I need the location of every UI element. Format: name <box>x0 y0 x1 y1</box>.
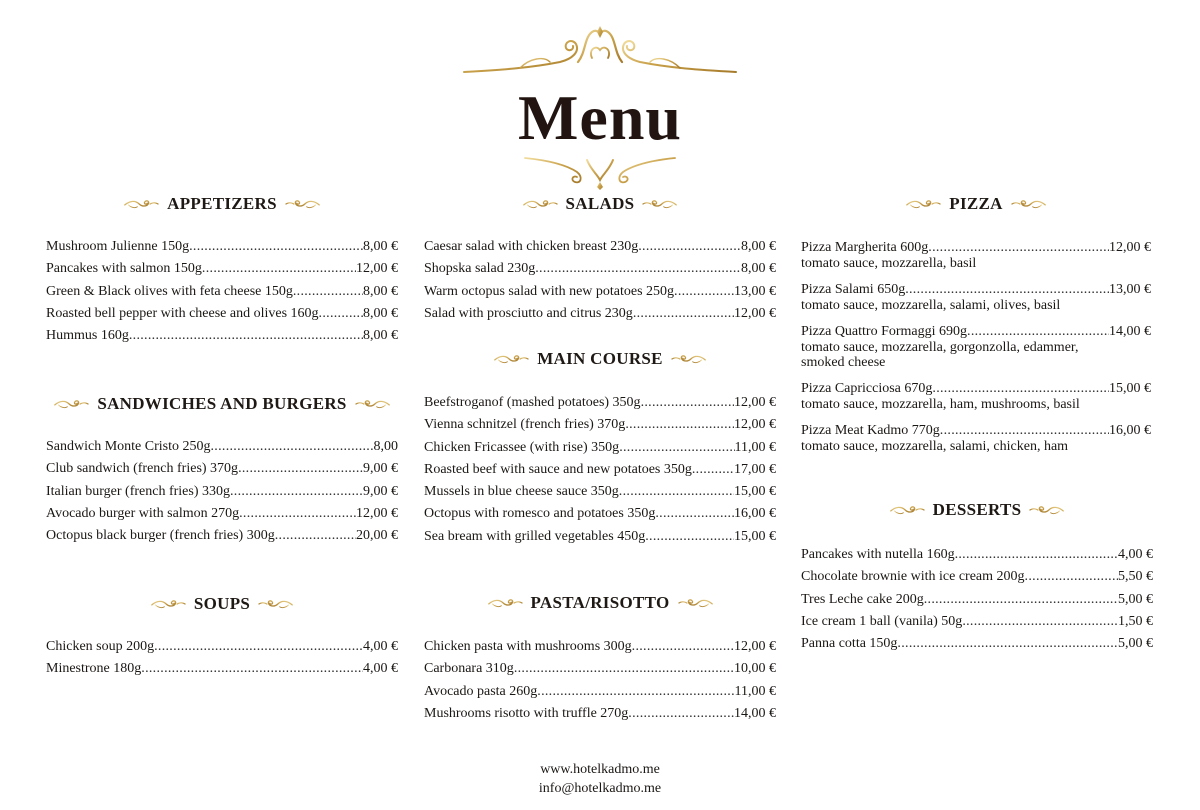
dot-leader <box>293 281 363 303</box>
item-price: 12,00 € <box>734 395 776 410</box>
item-name: Caesar salad with chicken breast 230g <box>424 239 639 254</box>
dot-leader <box>141 658 363 680</box>
item-name: Mushroom Julienne 150g <box>46 239 190 254</box>
item-name: Beefstroganof (mashed potatoes) 350g <box>424 395 641 410</box>
section-header <box>801 192 1151 216</box>
item-price: 16,00 € <box>1109 423 1151 438</box>
website-link[interactable]: www.hotelkadmo.me <box>540 762 660 777</box>
list-item <box>801 611 1153 633</box>
swirl-right-icon <box>285 196 321 212</box>
item-price: 12,00 € <box>734 417 776 433</box>
item-name: Italian burger (french fries) 330g <box>46 483 230 499</box>
item-description: tomato sauce, mozzarella, gorgonzolla, edammer, smoked cheese <box>801 340 1079 370</box>
item-price: 4,00 € <box>363 639 398 654</box>
item-price: 8,00 € <box>741 239 776 254</box>
dot-leader <box>628 703 734 725</box>
item-name: Sea bream with grilled vegetables 450g <box>424 528 646 544</box>
dot-leader <box>238 458 363 480</box>
list-item <box>46 325 398 347</box>
item-name: Pancakes with salmon 150g <box>46 261 202 277</box>
dot-leader <box>535 258 741 280</box>
dot-leader <box>932 381 1109 397</box>
section-header <box>424 192 776 216</box>
list-item <box>424 503 776 525</box>
section-soups <box>46 592 398 681</box>
item-name: Carbonara 310g <box>424 661 514 677</box>
list-item <box>801 544 1153 566</box>
section-title: PIZZA <box>949 194 1003 213</box>
item-name: Roasted bell pepper with cheese and olives 160g <box>46 305 319 321</box>
item-price: 12,00 € <box>356 261 398 277</box>
list-item <box>46 436 398 458</box>
item-price: 12,00 € <box>1109 240 1151 255</box>
item-name: Pizza Salami 650g <box>801 282 906 297</box>
item-name: Vienna schnitzel (french fries) 370g <box>424 417 626 433</box>
list-item <box>801 381 1151 412</box>
section-title: SANDWICHES AND BURGERS <box>97 394 347 413</box>
list-item <box>424 303 776 325</box>
swirl-left-icon <box>150 596 186 612</box>
dot-leader <box>537 681 734 703</box>
list-item <box>801 566 1153 588</box>
item-name: Sandwich Monte Cristo 250g <box>46 439 211 454</box>
list-item <box>424 636 776 658</box>
dot-leader <box>239 503 356 525</box>
footer-contact <box>0 760 1200 798</box>
item-price: 11,00 € <box>734 439 776 455</box>
section-title: DESSERTS <box>932 500 1022 519</box>
dot-leader <box>638 236 741 258</box>
item-price: 5,50 € <box>1118 569 1153 585</box>
gold-flourish-bottom-icon <box>505 150 695 190</box>
dot-leader <box>202 258 356 280</box>
item-name: Pizza Margherita 600g <box>801 240 929 255</box>
item-price: 12,00 € <box>356 505 398 521</box>
item-price: 12,00 € <box>734 305 776 321</box>
item-price: 15,00 € <box>1109 381 1151 396</box>
swirl-left-icon <box>493 351 529 367</box>
dot-leader <box>154 636 363 658</box>
section-header <box>46 392 398 416</box>
item-name: Chicken soup 200g <box>46 639 155 654</box>
item-price: 14,00 € <box>734 705 776 721</box>
dot-leader <box>940 423 1109 439</box>
item-list <box>46 436 398 547</box>
item-name: Hummus 160g <box>46 328 129 344</box>
dot-leader <box>129 325 363 347</box>
item-list <box>46 636 398 681</box>
list-item <box>46 236 398 258</box>
item-price: 12,00 € <box>734 639 776 654</box>
swirl-left-icon <box>522 196 558 212</box>
section-appetizers <box>46 192 398 347</box>
list-item <box>424 281 776 303</box>
list-item <box>46 503 398 525</box>
item-price: 8,00 € <box>363 283 398 299</box>
section-header <box>46 592 398 616</box>
item-description: tomato sauce, mozzarella, basil <box>801 256 977 271</box>
list-item <box>46 658 398 680</box>
dot-leader <box>1025 566 1118 588</box>
item-name: Pizza Capricciosa 670g <box>801 381 933 396</box>
swirl-right-icon <box>642 196 678 212</box>
gold-flourish-icon <box>460 22 740 78</box>
section-pasta-risotto <box>424 591 776 725</box>
swirl-right-icon <box>671 351 707 367</box>
item-name: Chocolate brownie with ice cream 200g <box>801 569 1025 585</box>
dot-leader <box>674 281 734 303</box>
section-sandwiches <box>46 392 398 547</box>
list-item <box>424 681 776 703</box>
swirl-left-icon <box>123 196 159 212</box>
section-header <box>801 498 1153 522</box>
item-list <box>801 544 1153 655</box>
item-description: tomato sauce, mozzarella, ham, mushrooms, basil <box>801 397 1080 412</box>
item-price: 11,00 € <box>734 683 776 699</box>
section-main-course <box>424 347 776 548</box>
dot-leader <box>619 481 734 503</box>
swirl-right-icon <box>1011 196 1047 212</box>
list-item <box>46 525 398 547</box>
section-title: PASTA/RISOTTO <box>530 593 670 612</box>
item-name: Pizza Quattro Formaggi 690g <box>801 324 968 339</box>
swirl-left-icon <box>905 196 941 212</box>
item-price: 1,50 € <box>1118 613 1153 629</box>
item-price: 14,00 € <box>1109 324 1151 339</box>
list-item <box>46 481 398 503</box>
item-description: tomato sauce, mozzarella, salami, olives, basil <box>801 298 1061 313</box>
item-name: Shopska salad 230g <box>424 261 536 277</box>
list-item <box>46 458 398 480</box>
item-list <box>424 236 776 325</box>
swirl-right-icon <box>258 596 294 612</box>
dot-leader <box>962 611 1118 633</box>
email-link[interactable]: info@hotelkadmo.me <box>538 781 662 796</box>
item-list <box>46 236 398 347</box>
item-price: 4,00 € <box>1118 547 1153 562</box>
list-item <box>424 459 776 481</box>
item-name: Mussels in blue cheese sauce 350g <box>424 484 619 500</box>
item-price: 17,00 € <box>734 461 776 477</box>
list-item <box>46 636 398 658</box>
section-title: SOUPS <box>193 594 251 613</box>
swirl-right-icon <box>1029 502 1065 518</box>
dot-leader <box>211 436 374 458</box>
section-salads <box>424 192 776 325</box>
swirl-right-icon <box>678 595 714 611</box>
dot-leader <box>319 303 363 325</box>
dot-leader <box>905 282 1109 298</box>
dot-leader <box>632 636 734 658</box>
list-item <box>46 258 398 280</box>
dot-leader <box>514 658 734 680</box>
section-title: SALADS <box>565 194 635 213</box>
item-name: Tres Leche cake 200g <box>801 591 924 607</box>
dot-leader <box>230 481 363 503</box>
item-name: Mushrooms risotto with truffle 270g <box>424 705 629 721</box>
item-price: 8,00 € <box>363 239 398 254</box>
dot-leader <box>955 544 1118 566</box>
list-item <box>424 481 776 503</box>
list-item <box>424 703 776 725</box>
list-item <box>801 423 1151 454</box>
item-name: Chicken pasta with mushrooms 300g <box>424 639 632 654</box>
swirl-left-icon <box>53 396 89 412</box>
section-title: APPETIZERS <box>167 194 277 213</box>
list-item <box>424 437 776 459</box>
item-price: 16,00 € <box>734 506 776 522</box>
item-price: 13,00 € <box>734 283 776 299</box>
section-header <box>424 591 776 615</box>
swirl-left-icon <box>487 595 523 611</box>
item-name: Pizza Meat Kadmo 770g <box>801 423 940 438</box>
menu-title: Menu <box>518 82 682 153</box>
dot-leader <box>619 437 734 459</box>
item-name: Ice cream 1 ball (vanila) 50g <box>801 613 963 629</box>
list-item <box>801 282 1151 313</box>
item-list <box>424 636 776 725</box>
section-title: MAIN COURSE <box>537 349 663 368</box>
item-price: 8,00 <box>373 439 398 454</box>
dot-leader <box>641 392 734 414</box>
item-name: Salad with prosciutto and citrus 230g <box>424 305 633 321</box>
item-price: 5,00 € <box>1118 636 1153 652</box>
dot-leader <box>645 526 734 548</box>
item-name: Panna cotta 150g <box>801 636 898 652</box>
item-description: tomato sauce, mozzarella, salami, chicken, ham <box>801 439 1069 454</box>
item-price: 4,00 € <box>363 661 398 677</box>
item-name: Octopus black burger (french fries) 300g <box>46 528 275 544</box>
list-item <box>424 392 776 414</box>
dot-leader <box>655 503 734 525</box>
dot-leader <box>928 240 1109 256</box>
item-name: Avocado burger with salmon 270g <box>46 505 240 521</box>
list-item <box>46 281 398 303</box>
item-price: 15,00 € <box>734 484 776 500</box>
item-name: Green & Black olives with feta cheese 150g <box>46 283 293 299</box>
item-price: 5,00 € <box>1118 591 1153 607</box>
list-item <box>424 658 776 680</box>
dot-leader <box>189 236 363 258</box>
dot-leader <box>897 633 1118 655</box>
dot-leader <box>924 589 1118 611</box>
dot-leader <box>625 414 734 436</box>
dot-leader <box>692 459 734 481</box>
dot-leader <box>275 525 356 547</box>
section-header <box>46 192 398 216</box>
item-list <box>424 392 776 548</box>
dot-leader <box>633 303 734 325</box>
swirl-right-icon <box>355 396 391 412</box>
item-price: 9,00 € <box>363 461 398 477</box>
item-price: 8,00 € <box>363 305 398 321</box>
item-name: Minestrone 180g <box>46 661 142 677</box>
item-name: Octopus with romesco and potatoes 350g <box>424 506 656 522</box>
item-name: Pancakes with nutella 160g <box>801 547 955 562</box>
item-price: 9,00 € <box>363 483 398 499</box>
section-pizza <box>801 192 1151 465</box>
menu-header <box>0 22 1200 190</box>
item-price: 8,00 € <box>363 328 398 344</box>
item-name: Roasted beef with sauce and new potatoes 350g <box>424 461 692 477</box>
list-item <box>424 414 776 436</box>
item-price: 8,00 € <box>741 261 776 277</box>
item-list <box>801 240 1151 454</box>
item-name: Avocado pasta 260g <box>424 683 538 699</box>
item-price: 10,00 € <box>734 661 776 677</box>
dot-leader <box>967 324 1109 340</box>
list-item <box>801 324 1151 370</box>
list-item <box>801 633 1153 655</box>
item-price: 15,00 € <box>734 528 776 544</box>
section-desserts <box>801 498 1153 655</box>
swirl-left-icon <box>889 502 925 518</box>
item-price: 13,00 € <box>1109 282 1151 297</box>
item-name: Warm octopus salad with new potatoes 250g <box>424 283 675 299</box>
list-item <box>424 258 776 280</box>
item-name: Club sandwich (french fries) 370g <box>46 461 239 477</box>
list-item <box>424 526 776 548</box>
list-item <box>46 303 398 325</box>
list-item <box>801 240 1151 271</box>
list-item <box>801 589 1153 611</box>
item-name: Chicken Fricassee (with rise) 350g <box>424 439 620 455</box>
list-item <box>424 236 776 258</box>
item-price: 20,00 € <box>356 528 398 544</box>
section-header <box>424 347 776 371</box>
